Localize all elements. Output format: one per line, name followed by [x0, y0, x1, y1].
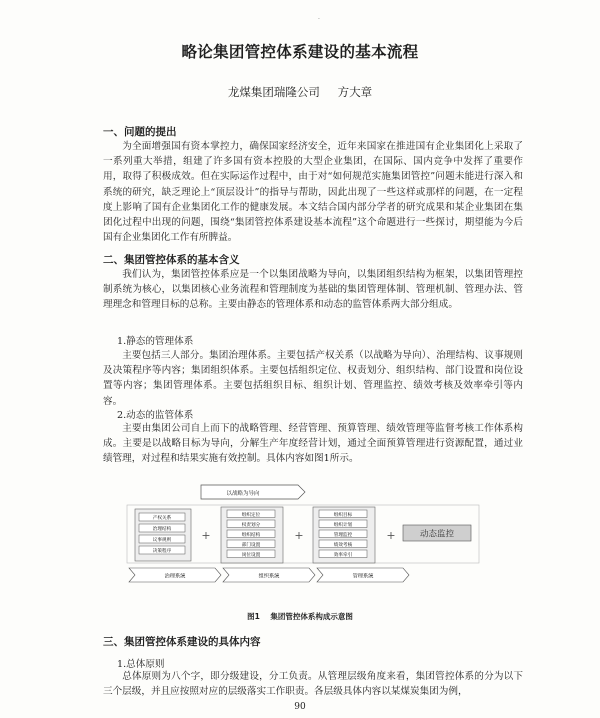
scan-mark: . [318, 14, 320, 21]
bottom-label: 治理系统 [164, 573, 186, 580]
page-number: 90 [294, 702, 306, 712]
group2-item: 组织定位 [241, 513, 261, 518]
section-heading: 一、问题的提出 [103, 126, 177, 138]
bottom-label: 管理系统 [352, 573, 374, 580]
group1-item: 议事规则 [152, 538, 172, 543]
top-label: 以战略为导向 [226, 491, 260, 497]
dynamic-monitor-box [403, 525, 471, 541]
body-paragraph: 主要由集团公司自上而下的战略管理、经营管理、预算管理、绩效管理等监督考核工作体系构成。主要是以战略目标为导向，分解生产年度经营计划，通过全面预算管理进行资源配置，通过业绩管理，对过程和结果实施有效控制。具体内容如图1所示。 [103, 423, 523, 465]
author-line [0, 84, 600, 100]
plus-sign: + [201, 529, 211, 542]
group2-item: 岗位设置 [241, 553, 261, 558]
bottom-arrows [129, 568, 409, 582]
group2-item: 部门设置 [241, 543, 261, 548]
governance-group [135, 509, 191, 561]
body-paragraph: 为全面增强国有资本掌控力，确保国家经济安全，近年来国家在推进国有企业集团化上采取了一系列重大举措，组建了许多国有资本控股的大型企业集团，在国际、国内竞争中发挥了重要作用，取得了积极成效。但在实际运作过程中，由于对“如何规范实施集团管控”问题未能进行深入和系统的研究，缺乏理论上“顶层设计”的指导与帮助，因此出现了一些这样或那样的问题，在一定程度上影响了国有企业集团化工作的健康发展。本文结合国内部分学者的研究成果和某企业集团在集团化过程中出现的问题，围绕“集团管控体系建设基本流程”这个命题进行一些探讨，期望能为今后国有企业集团化工作有所脾益。 [103, 141, 523, 244]
group3-item: 组织目标 [333, 513, 353, 518]
group1-item: 产权关系 [152, 516, 172, 521]
group1-item: 治理结构 [152, 527, 172, 532]
group1-item: 决策程序 [152, 549, 172, 554]
group3-item: 效率牵引 [333, 553, 353, 558]
organization-group [221, 507, 283, 563]
management-group [313, 507, 375, 563]
author-org: 龙煤集团瑞隆公司 [227, 85, 320, 99]
figure-diagram [123, 481, 483, 591]
group3-item: 管理监控 [333, 533, 353, 538]
group3-item: 绩效考核 [333, 543, 353, 548]
subsection-heading: 1.静态的管理体系 [117, 336, 194, 347]
paper-title: 略论集团管控体系建设的基本流程 [181, 43, 419, 61]
author-name: 方大章 [337, 85, 373, 99]
section-heading: 二、集团管控体系的基本含义 [103, 254, 240, 266]
subsection-heading: 2.动态的监管体系 [117, 410, 194, 421]
group3-item: 组织计划 [333, 523, 353, 528]
body-paragraph: 我们认为，集团管控体系应是一个以集团战略为导向，以集团组织结构为框架，以集团管理控制系统为核心，以集团核心业务流程和管理制度为基础的集团管理体制、管理机制、管理办法、管理理念和管理目标的总称。主要由静态的管理体系和动态的监管体系两大部分组成。 [103, 269, 523, 311]
bottom-label: 组织系统 [258, 573, 280, 580]
plus-sign: + [386, 529, 396, 542]
group2-item: 组织结构 [241, 533, 261, 538]
strategy-arrow [201, 485, 305, 499]
body-paragraph: 主要包括三人部分。集团治理体系。主要包括产权关系（以战略为导向）、治理结构、议事规则及决策程序等内容；集团组织体系。主要包括组织定位、权责划分、组织结构、部门设置和岗位设置等内容；集团管理体系。主要包括组织目标、组织计划、管理监控、绩效考核及效率牵引等内容。 [103, 350, 523, 407]
body-paragraph: 总体原则为八个字，即分级建设，分工负责。从管理层级角度来看，集团管控体系的分为以下三个层级，并且应按照对应的层级落实工作职责。各层级具体内容以某煤炭集团为例， [103, 671, 523, 698]
caption-label: 图1 [247, 612, 260, 621]
caption-text: 集团管控体系构成示意图 [270, 612, 353, 621]
subsection-heading: 1.总体原则 [117, 659, 165, 670]
group2-item: 权责划分 [241, 523, 261, 528]
monitor-label: 动态监控 [419, 529, 455, 540]
plus-sign: + [294, 529, 304, 542]
figure-caption [0, 611, 600, 622]
section-heading: 三、集团管控体系建设的具体内容 [103, 636, 261, 648]
